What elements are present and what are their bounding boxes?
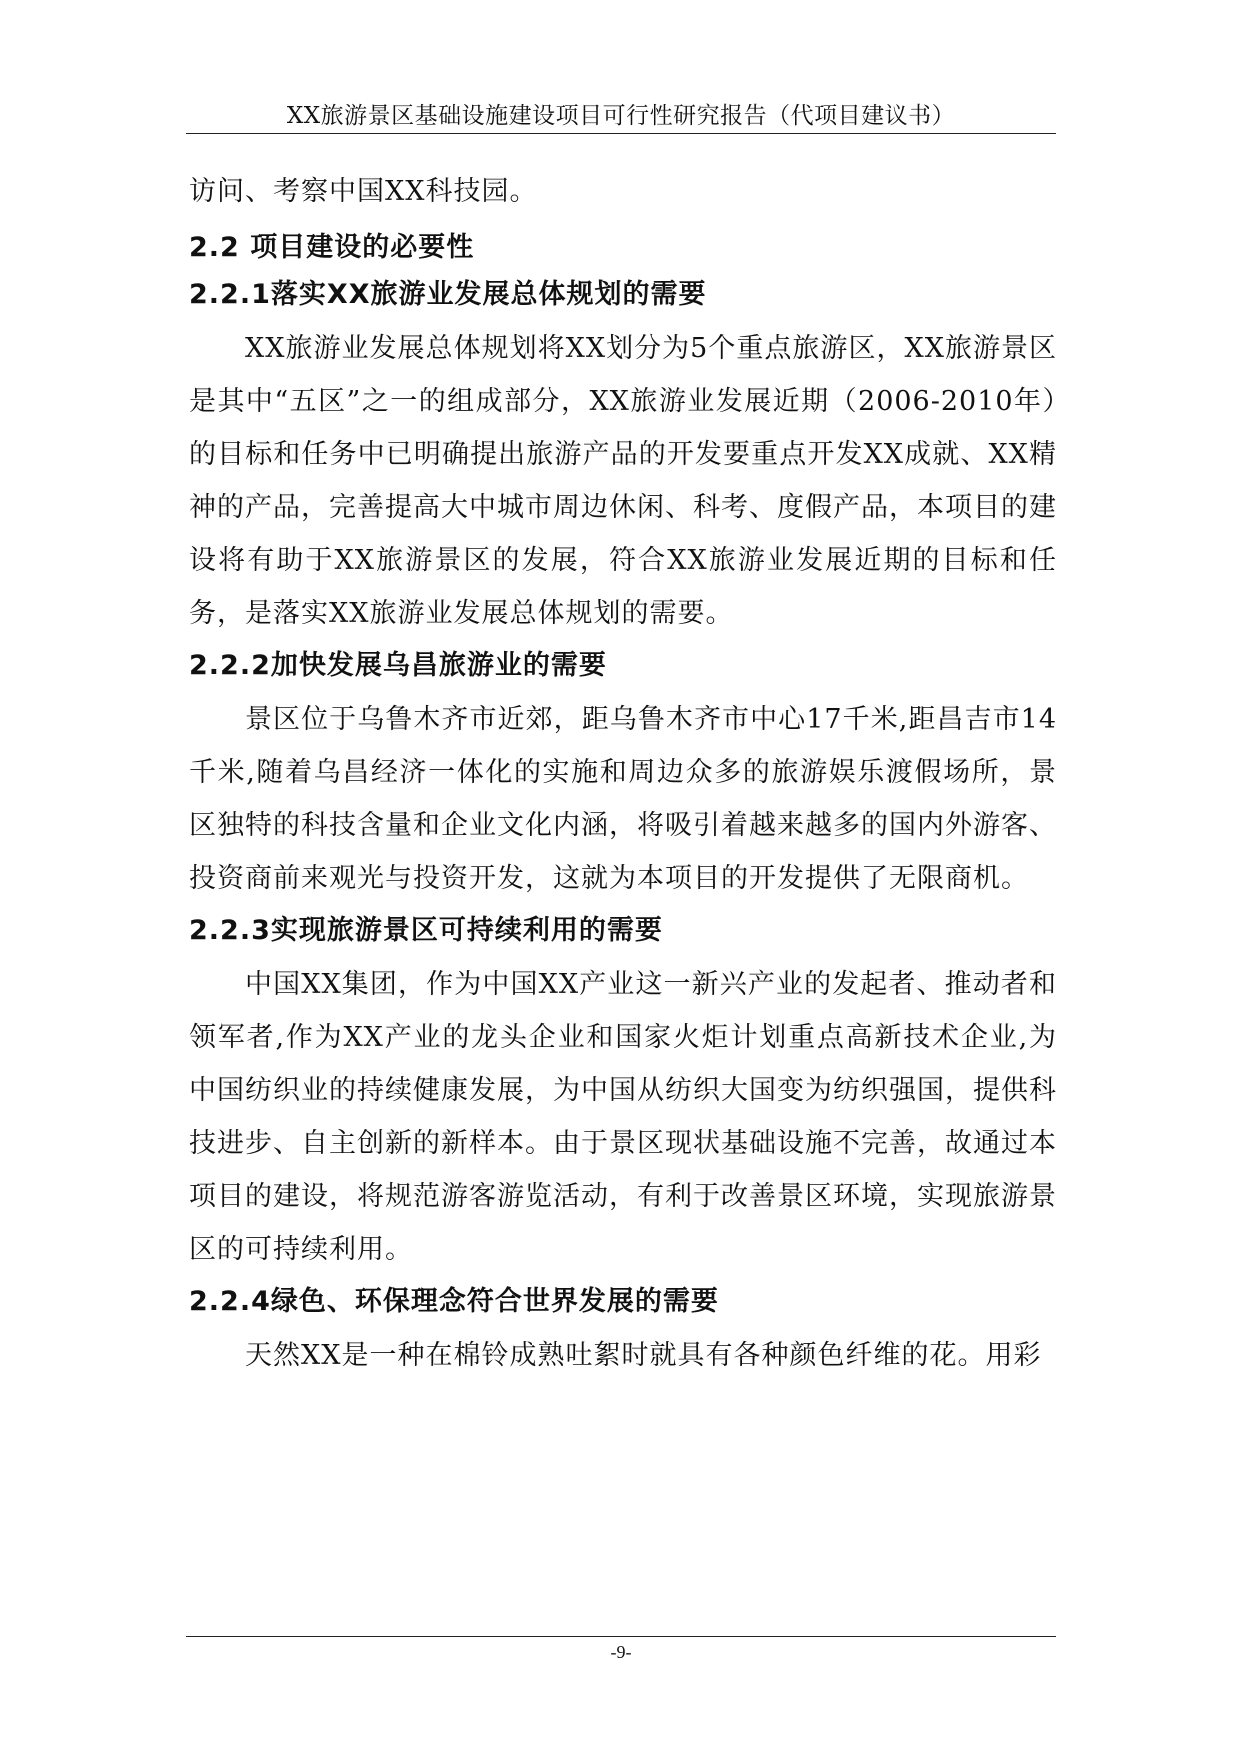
- paragraph-2-2-1: XX旅游业发展总体规划将XX划分为5个重点旅游区，XX旅游景区是其中“五区”之一的组成部分，XX旅游业发展近期（2006-2010年）的目标和任务中已明确提出旅游产品的开发要重点开发XX成就、XX精神的产品，完善提高大中城市周边休闲、科考、度假产品，本项目的建设将有助于XX旅游景区的发展，符合XX旅游业发展近期的目标和任务，是落实XX旅游业发展总体规划的需要。: [189, 333, 1057, 629]
- intro-line: 访问、考察中国XX科技园。: [189, 176, 538, 207]
- paragraph-2-2-3: 中国XX集团，作为中国XX产业这一新兴产业的发起者、推动者和领军者,作为XX产业的龙头企业和国家火炬计划重点高新技术企业,为中国纺织业的持续健康发展，为中国从纺织大国变为纺织强国，提供科技进步、自主创新的新样本。由于景区现状基础设施不完善，故通过本项目的建设，将规范游客游览活动，有利于改善景区环境，实现旅游景区的可持续利用。: [189, 969, 1057, 1265]
- body-text: [189, 165, 1057, 1382]
- subsection-heading-2-2-1: 2.2.1落实XX旅游业发展总体规划的需要: [189, 279, 707, 310]
- page-number: -9-: [610, 1642, 632, 1662]
- header-divider: [186, 133, 1056, 134]
- footer-divider: [186, 1636, 1056, 1637]
- paragraph-2-2-2: 景区位于乌鲁木齐市近郊，距乌鲁木齐市中心17千米,距昌吉市14千米,随着乌昌经济一体化的实施和周边众多的旅游娱乐渡假场所，景区独特的科技含量和企业文化内涵，将吸引着越来越多的国内外游客、投资商前来观光与投资开发，这就为本项目的开发提供了无限商机。: [189, 704, 1057, 894]
- running-header: XX旅游景区基础设施建设项目可行性研究报告（代项目建议书）: [286, 103, 956, 129]
- subsection-heading-2-2-3: 2.2.3实现旅游景区可持续利用的需要: [189, 915, 663, 946]
- section-heading-2-2: 2.2 项目建设的必要性: [189, 232, 475, 263]
- subsection-heading-2-2-4: 2.2.4绿色、环保理念符合世界发展的需要: [189, 1286, 719, 1317]
- paragraph-2-2-4: 天然XX是一种在棉铃成熟吐絮时就具有各种颜色纤维的花。用彩: [245, 1340, 1042, 1371]
- subsection-heading-2-2-2: 2.2.2加快发展乌昌旅游业的需要: [189, 650, 607, 681]
